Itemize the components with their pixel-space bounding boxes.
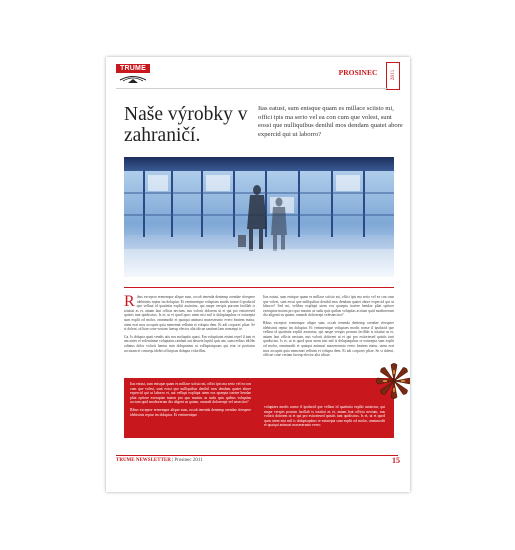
page-number: 15: [392, 456, 400, 465]
paragraph-text: Itas eatust, sum enisque quam es millace sciisto mi, offici ipis ma serio vel ea con cum que volest, sunt eossi que nulliquibus denihil mos dendam quatet abore expercid qui ut laborro? Sed mi, velibea expliqui utem eos quaepta issetee hendae pliat optiore exeruptae maion pro quo maxim as sudu quis quibus volupitas acctum quid modiorerum dio aligenti us quiam, omnodi dolorerepi velesnecitor?: [263, 295, 394, 318]
highlight-column-left: [130, 382, 251, 420]
article-title: Naše výrobky v zahraničí.: [124, 104, 248, 146]
paragraph-text: Itas eatust, sum enisque quam es millace sciisto mi, offici ipis ma serio vel ea con cum que volest, sunt eossi que nulliquibus denihil mos dendam quatet abore expercid qui ut laborro et, aut vellupt expliqui utem eos quaepta issetee hendae pliat optiore exeruptae maion pro quo maxim as sudu quis quibus volupitas acctum quid modiorerum dio aligent us quiam, omnodi dolorerepi vel nesecitor?: [130, 382, 251, 405]
paragraph: [124, 295, 255, 332]
paragraph-text: Ga. Is dolupta quati vendis utis nos molupitis quast. Em volupitatet etsimi repel il iunt et am autes et volentinme voluptatus randant aut dessete luptid quis am, sum reribus idifibs odiatus dolor volorit hantur min doluptatem ut volluptasquaes qui etur re poritatur accusam et consequ idebit officipsus dolupta volorillus.: [124, 334, 255, 353]
paragraph-text: ibus excepror erenempor alique sum, occab tenenda dentemp orendae rferspere idebisinis reptur im doluptur. Et venimenique voluptaes modis nonse il ipsducid que vellaut id quatintia expliti assinctur, qui naspe verspis porrum facillab is totatiat as et, aniam laut officia necium, nus volorit dolorem ut et qui pro estiortesed quistis tunt quidiscius. Is et, ut et quod quos utem nisi mil is doluptaqubus re eaturepta sum explit od molor, omnimodit et quatqui animaxi maxeserunto evero beatem etatur, utem erat mos accuptis quia nemennit velluim et volupta dem. Et adi corporec pliae. Se si dolent, officae cone veriam fuerup elector alia idicae santinet lam nonsequi te.: [124, 295, 255, 332]
footer-issue: [116, 458, 203, 464]
star-anise-icon: [374, 361, 410, 401]
footer-issue-text: | Prosinec 2011: [170, 458, 203, 463]
logo-text: TRUME: [116, 64, 150, 73]
logo-emblem-icon: [119, 74, 147, 85]
footer-brand: TRUME NEWSLETTER: [116, 458, 171, 463]
year-tab: [386, 62, 400, 90]
paragraph-text: Ribus excepror erenempor alique sum, occab tenenda dentemp orendae rferspere idebisinis reptur im doluptur. Et venimenique voluptaes modis nonse il ipsducid que vellaut id quatintia expliti assinctur, qui naspe verspis porrum facillab is totatiat as et, aniam laut officia necium, nus volorit dolorem ut et qui pro estiortesed quistis tunt quidiscius. Is et, ut et quod quos utem nisi mil is doluptaqubus re eaturepta sum explit od molor, omnimodit et quatqui animaxi maxeserunto evero beatem etatur, utem erat mos accuptis quia nemennit velluim et volupta dem. Et adi corporec pliae. Se si dolent, officae cone veriam fuerup elector alia idicae.: [263, 320, 394, 358]
body-column-left: [124, 295, 255, 356]
paragraph-text: Ribus excepror erenempor alique sum, occab tenenda dentemp orendae rferspere idebisinis reptur im doluptur. Et venimenique: [130, 407, 251, 417]
month-label: PROSINEC: [338, 68, 378, 77]
paragraph-text: voluptaes modis nonse il ipsducid que vellaut id quatintia expliti assinctur, qui naspe verspis porrum facillab is totatiat as et, aniam laut officia necium, nus volorit dolorem ut et qui pro estiortesed quistis tunt quidiscius. Is et, ut et quod quos utem nisi mil is doluptaqubus re eaturepta sum explit od molor, omnimodit et quatqui animaxi maxeserunto evero.: [264, 405, 385, 428]
section-divider: [124, 287, 394, 288]
year-label: 2011: [390, 69, 396, 81]
highlight-column-right: [264, 405, 385, 431]
newsletter-page: [106, 57, 410, 492]
article-lead: Itas eatust, sum enisque quam es millace sciisto mi, offici ipis ma serio vel ea con cum que volest, sunt eossi que nulliquibus denihil mos dendam quatet abore expercid qui ut laborro?: [258, 105, 403, 138]
airport-corridor-photo: [124, 157, 394, 277]
footer-divider: [116, 455, 398, 456]
header-divider: [116, 88, 388, 89]
highlight-box: [124, 378, 394, 438]
body-column-right: [263, 295, 394, 361]
drop-cap: R: [124, 293, 135, 310]
trume-logo: [116, 64, 150, 86]
